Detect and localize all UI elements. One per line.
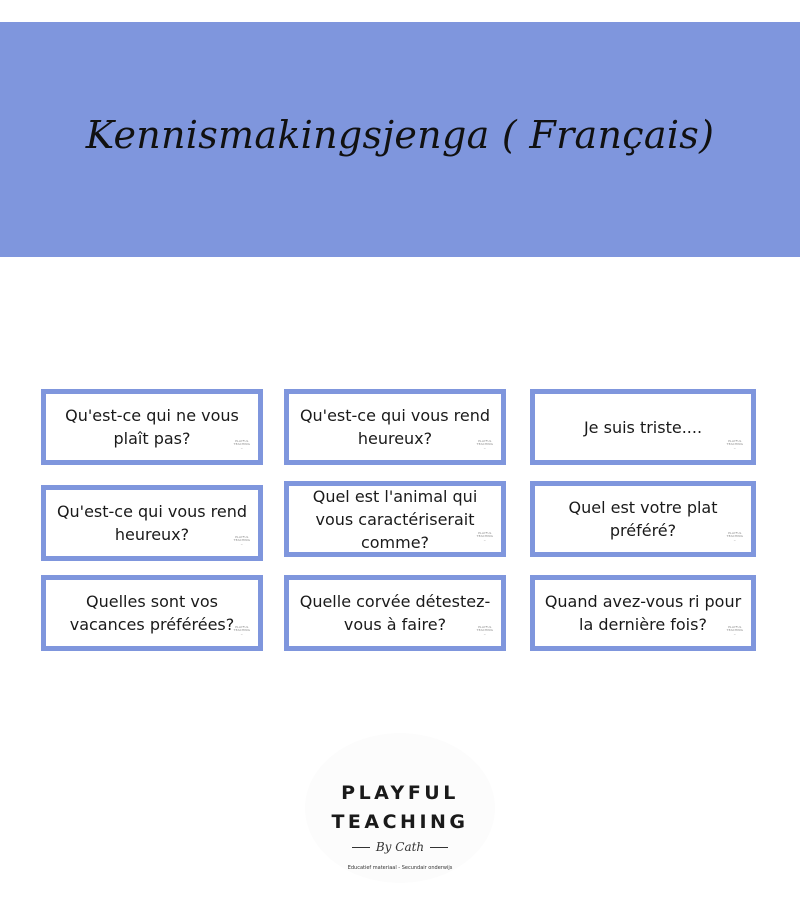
question-card [530, 481, 756, 557]
card-logo: PLAYFUL TEACHING ~ [233, 534, 250, 546]
page-title: Kennismakingsjenga ( Français) [85, 112, 715, 157]
question-text: Qu'est-ce qui vous rend heureux? [56, 502, 248, 544]
question-card [41, 575, 263, 651]
card-logo: PLAYFUL TEACHING ~ [476, 438, 493, 450]
question-text: Qu'est-ce qui ne vous plaît pas? [65, 406, 239, 448]
question-text: Quel est l'animal qui vous caractériserait comme? [312, 486, 478, 552]
question-card [284, 389, 506, 465]
card-logo: PLAYFUL TEACHING ~ [233, 438, 250, 450]
question-text: Quelle corvée détestez-vous à faire? [299, 592, 491, 634]
card-logo: PLAYFUL TEACHING ~ [233, 624, 250, 636]
question-card [284, 575, 506, 651]
signature-text: By Cath [375, 840, 425, 854]
question-card [41, 485, 263, 561]
question-text: Quel est votre plat préféré? [568, 498, 718, 540]
title-banner [0, 22, 800, 257]
question-card [41, 389, 263, 465]
card-logo: PLAYFUL TEACHING ~ [726, 530, 743, 542]
brand-logo-background [305, 733, 495, 883]
question-text: Qu'est-ce qui vous rend heureux? [299, 406, 491, 448]
question-text: Je suis triste.... [583, 417, 703, 437]
question-card [284, 481, 506, 557]
brand-signature [0, 840, 800, 854]
card-logo: PLAYFUL TEACHING ~ [476, 530, 493, 542]
card-logo: PLAYFUL TEACHING ~ [476, 624, 493, 636]
card-logo: PLAYFUL TEACHING ~ [726, 438, 743, 450]
brand-logo-line2: TEACHING [331, 811, 469, 833]
question-card [530, 575, 756, 651]
brand-tagline: Educatief materiaal - Secundair onderwijs [347, 865, 453, 871]
question-text: Quand avez-vous ri pour la dernière fois? [544, 592, 742, 634]
brand-logo-line1: PLAYFUL [341, 782, 459, 804]
card-logo: PLAYFUL TEACHING ~ [726, 624, 743, 636]
question-card [530, 389, 756, 465]
question-text: Quelles sont vos vacances préférées? [69, 592, 235, 634]
